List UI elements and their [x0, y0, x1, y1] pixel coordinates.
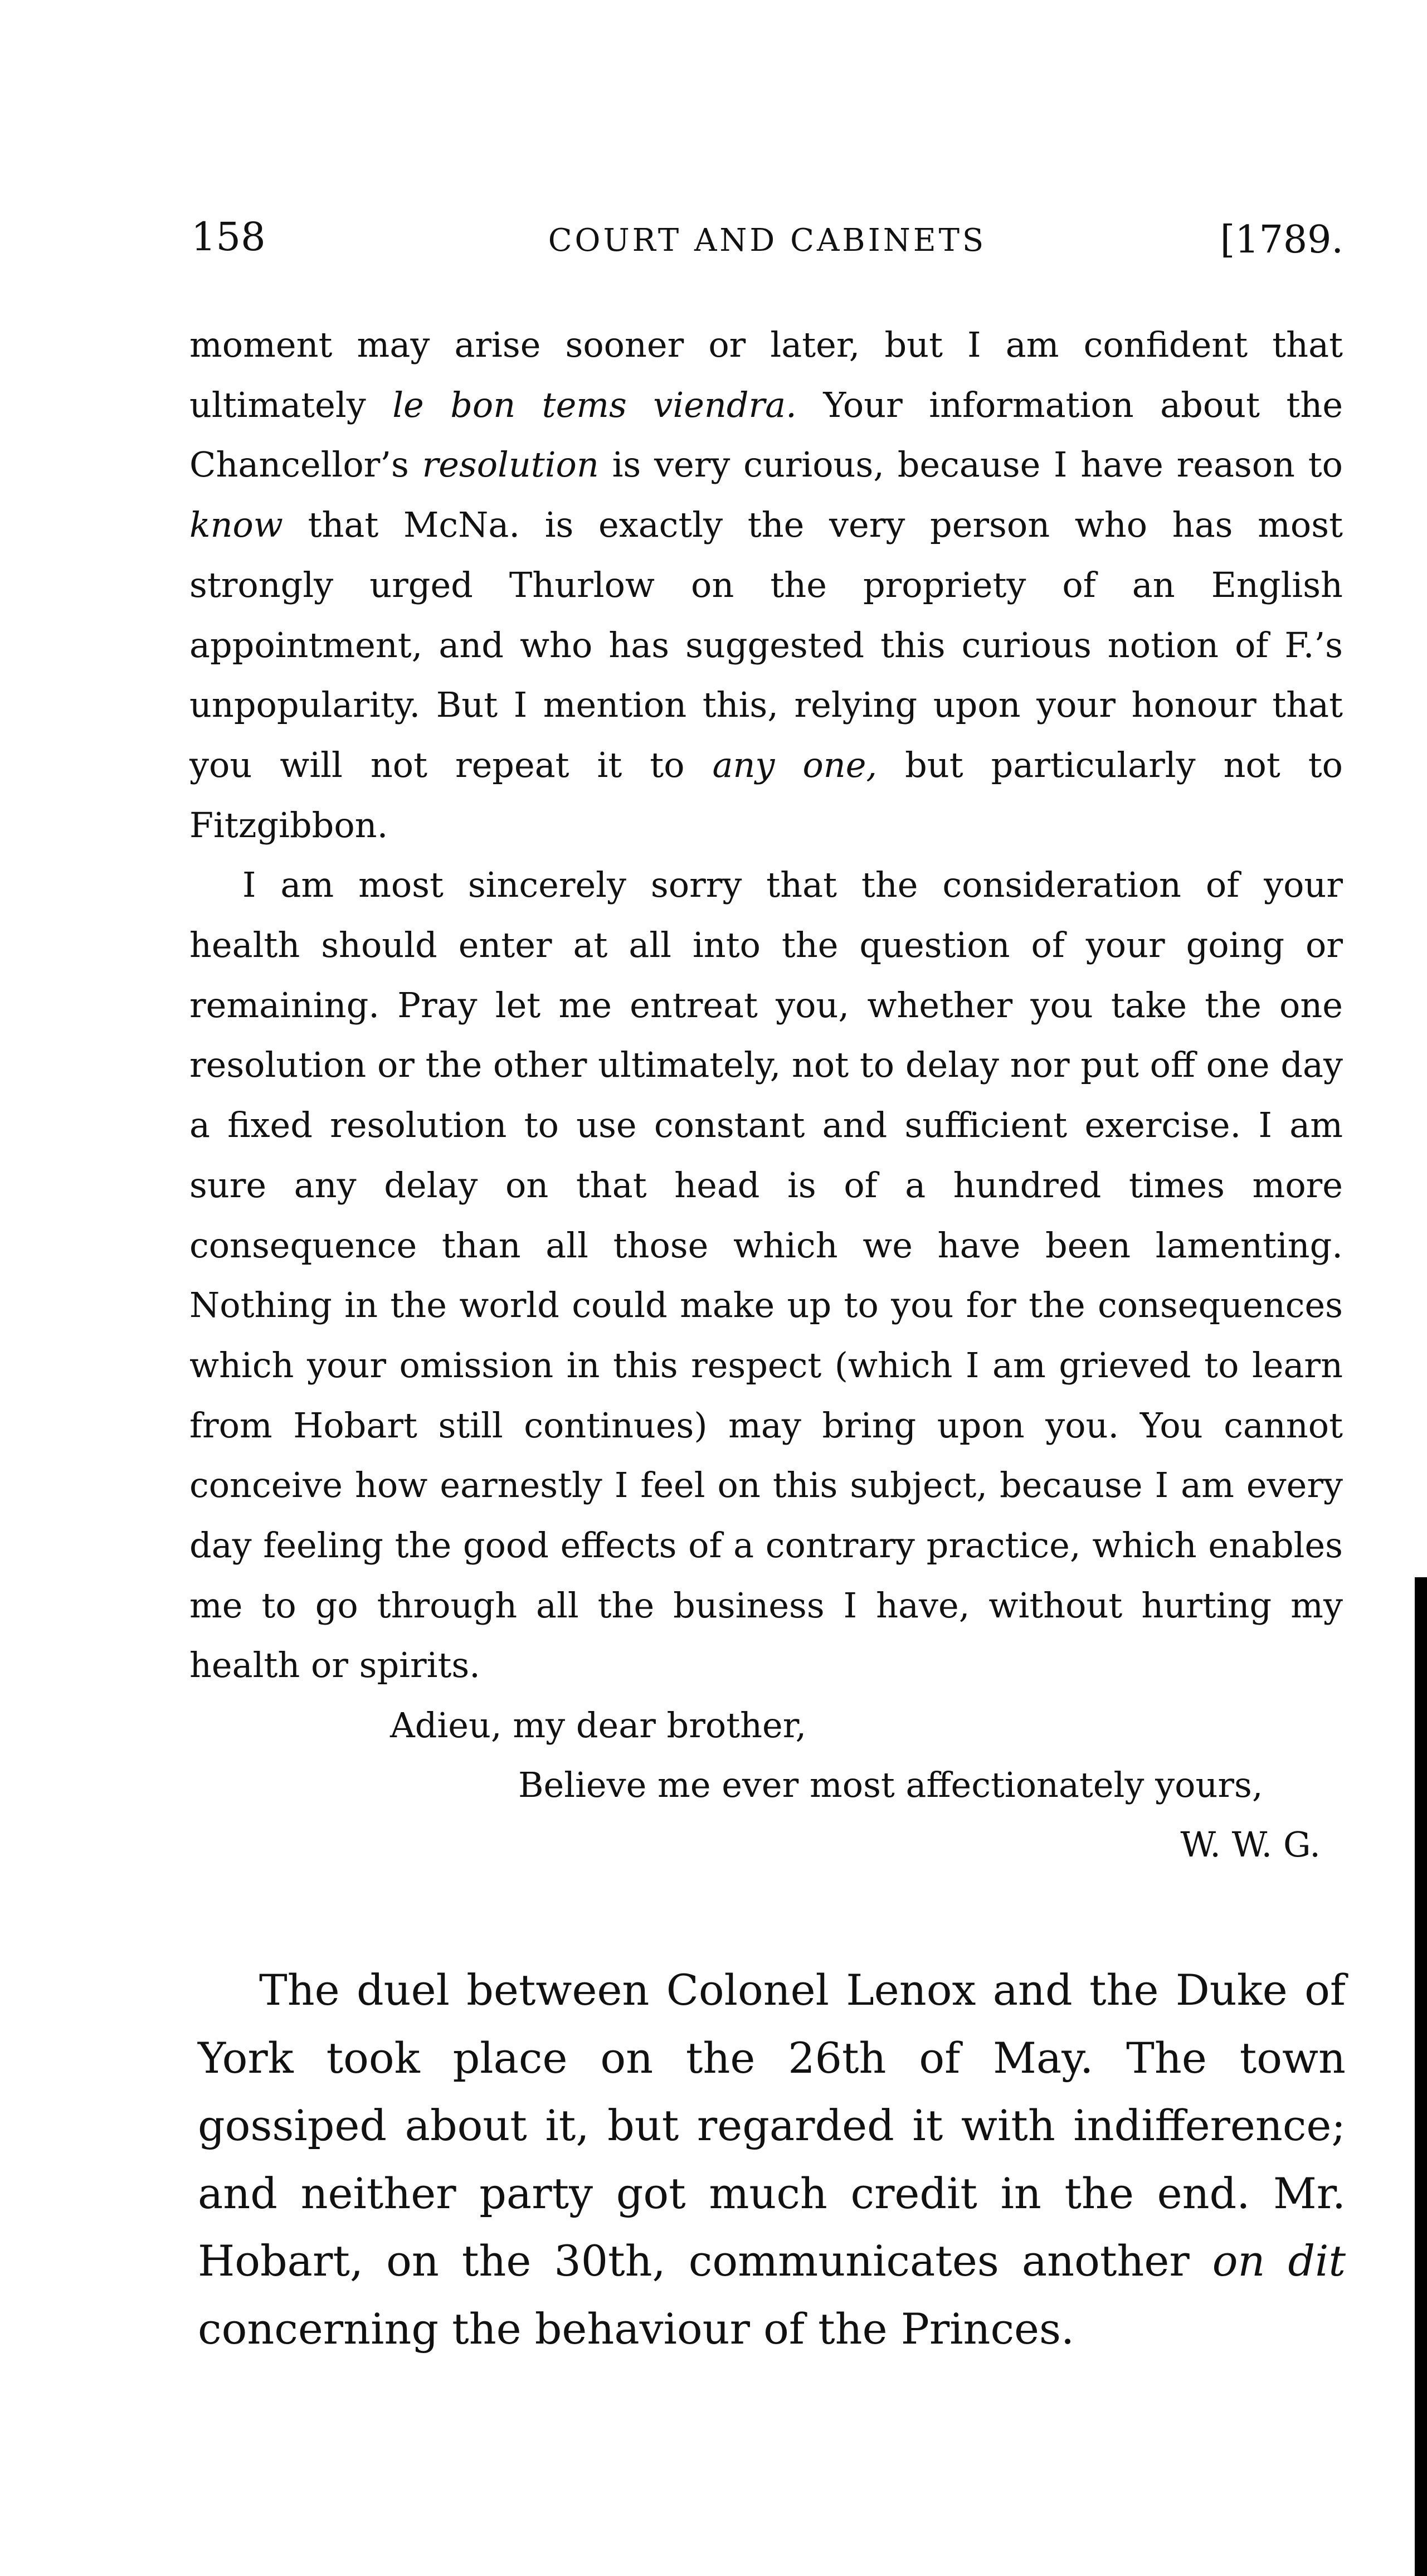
letter-closing	[189, 1695, 1343, 1874]
running-year: [1789.	[1220, 218, 1343, 262]
narrative-paragraph	[198, 1956, 1346, 2363]
running-head	[191, 215, 1343, 281]
valediction: Adieu, my dear brother,	[390, 1705, 807, 1746]
signature: W. W. G.	[1180, 1824, 1321, 1865]
text-run: The duel between Colonel Lenox and the Duke of York took place on the 26th of May. The town gossiped about it, but regarded it with indifference; and neither party got much credit in the end. Mr. Hobart, on the 30th, communicates another	[198, 1965, 1346, 2286]
text-run: moment may arise sooner or later, but I am confident that ultimately	[189, 324, 1343, 425]
letter-body	[189, 315, 1343, 1874]
italic-phrase: le bon tems viendra.	[392, 384, 797, 425]
narrative-text	[198, 1956, 1346, 2363]
text-run: Your information about the Chancellor’s	[189, 384, 1343, 485]
text-run: is very curious, because I have reason to	[598, 444, 1343, 485]
italic-phrase: resolution	[422, 444, 599, 485]
text-run: that McNa. is exactly the very person who has most strongly urged Thurlow on the propriety of an English appointment, and who has suggested this curious notion of F.’s unpopularity. But I mention this, relying upon your honour that you will not repeat it to	[189, 504, 1343, 785]
letter-paragraph-1	[189, 315, 1343, 855]
italic-phrase: any one,	[712, 744, 878, 785]
running-title: COURT AND CABINETS	[548, 222, 987, 259]
italic-phrase: know	[189, 504, 283, 546]
complimentary-close: Believe me ever most affectionately yours,	[518, 1765, 1263, 1806]
page-number: 158	[191, 214, 266, 260]
text-run: but particularly not to Fitzgibbon.	[189, 744, 1343, 845]
italic-phrase: on dit	[1212, 2236, 1346, 2286]
letter-paragraph-2: I am most sincerely sorry that the consideration of your health should enter at all into the question of your going or remaining. Pray let me entreat you, whether you take the one resolution or the other ultimately, not to delay nor put off one day a fixed resolution to use constant and sufficient exercise. I am sure any delay on that head is of a hundred times more consequence than all those which we have been lamenting. Nothing in the world could make up to you for the consequences which your omission in this respect (which I am grieved to learn from Hobart still continues) may bring upon you. You cannot conceive how earnestly I feel on this subject, because I am every day feeling the good effects of a contrary practice, which enables me to go through all the business I have, without hurting my health or spirits.	[189, 864, 1343, 1686]
page-edge-shadow	[1415, 1577, 1427, 2576]
text-run: concerning the behaviour of the Princes.	[198, 2303, 1075, 2354]
